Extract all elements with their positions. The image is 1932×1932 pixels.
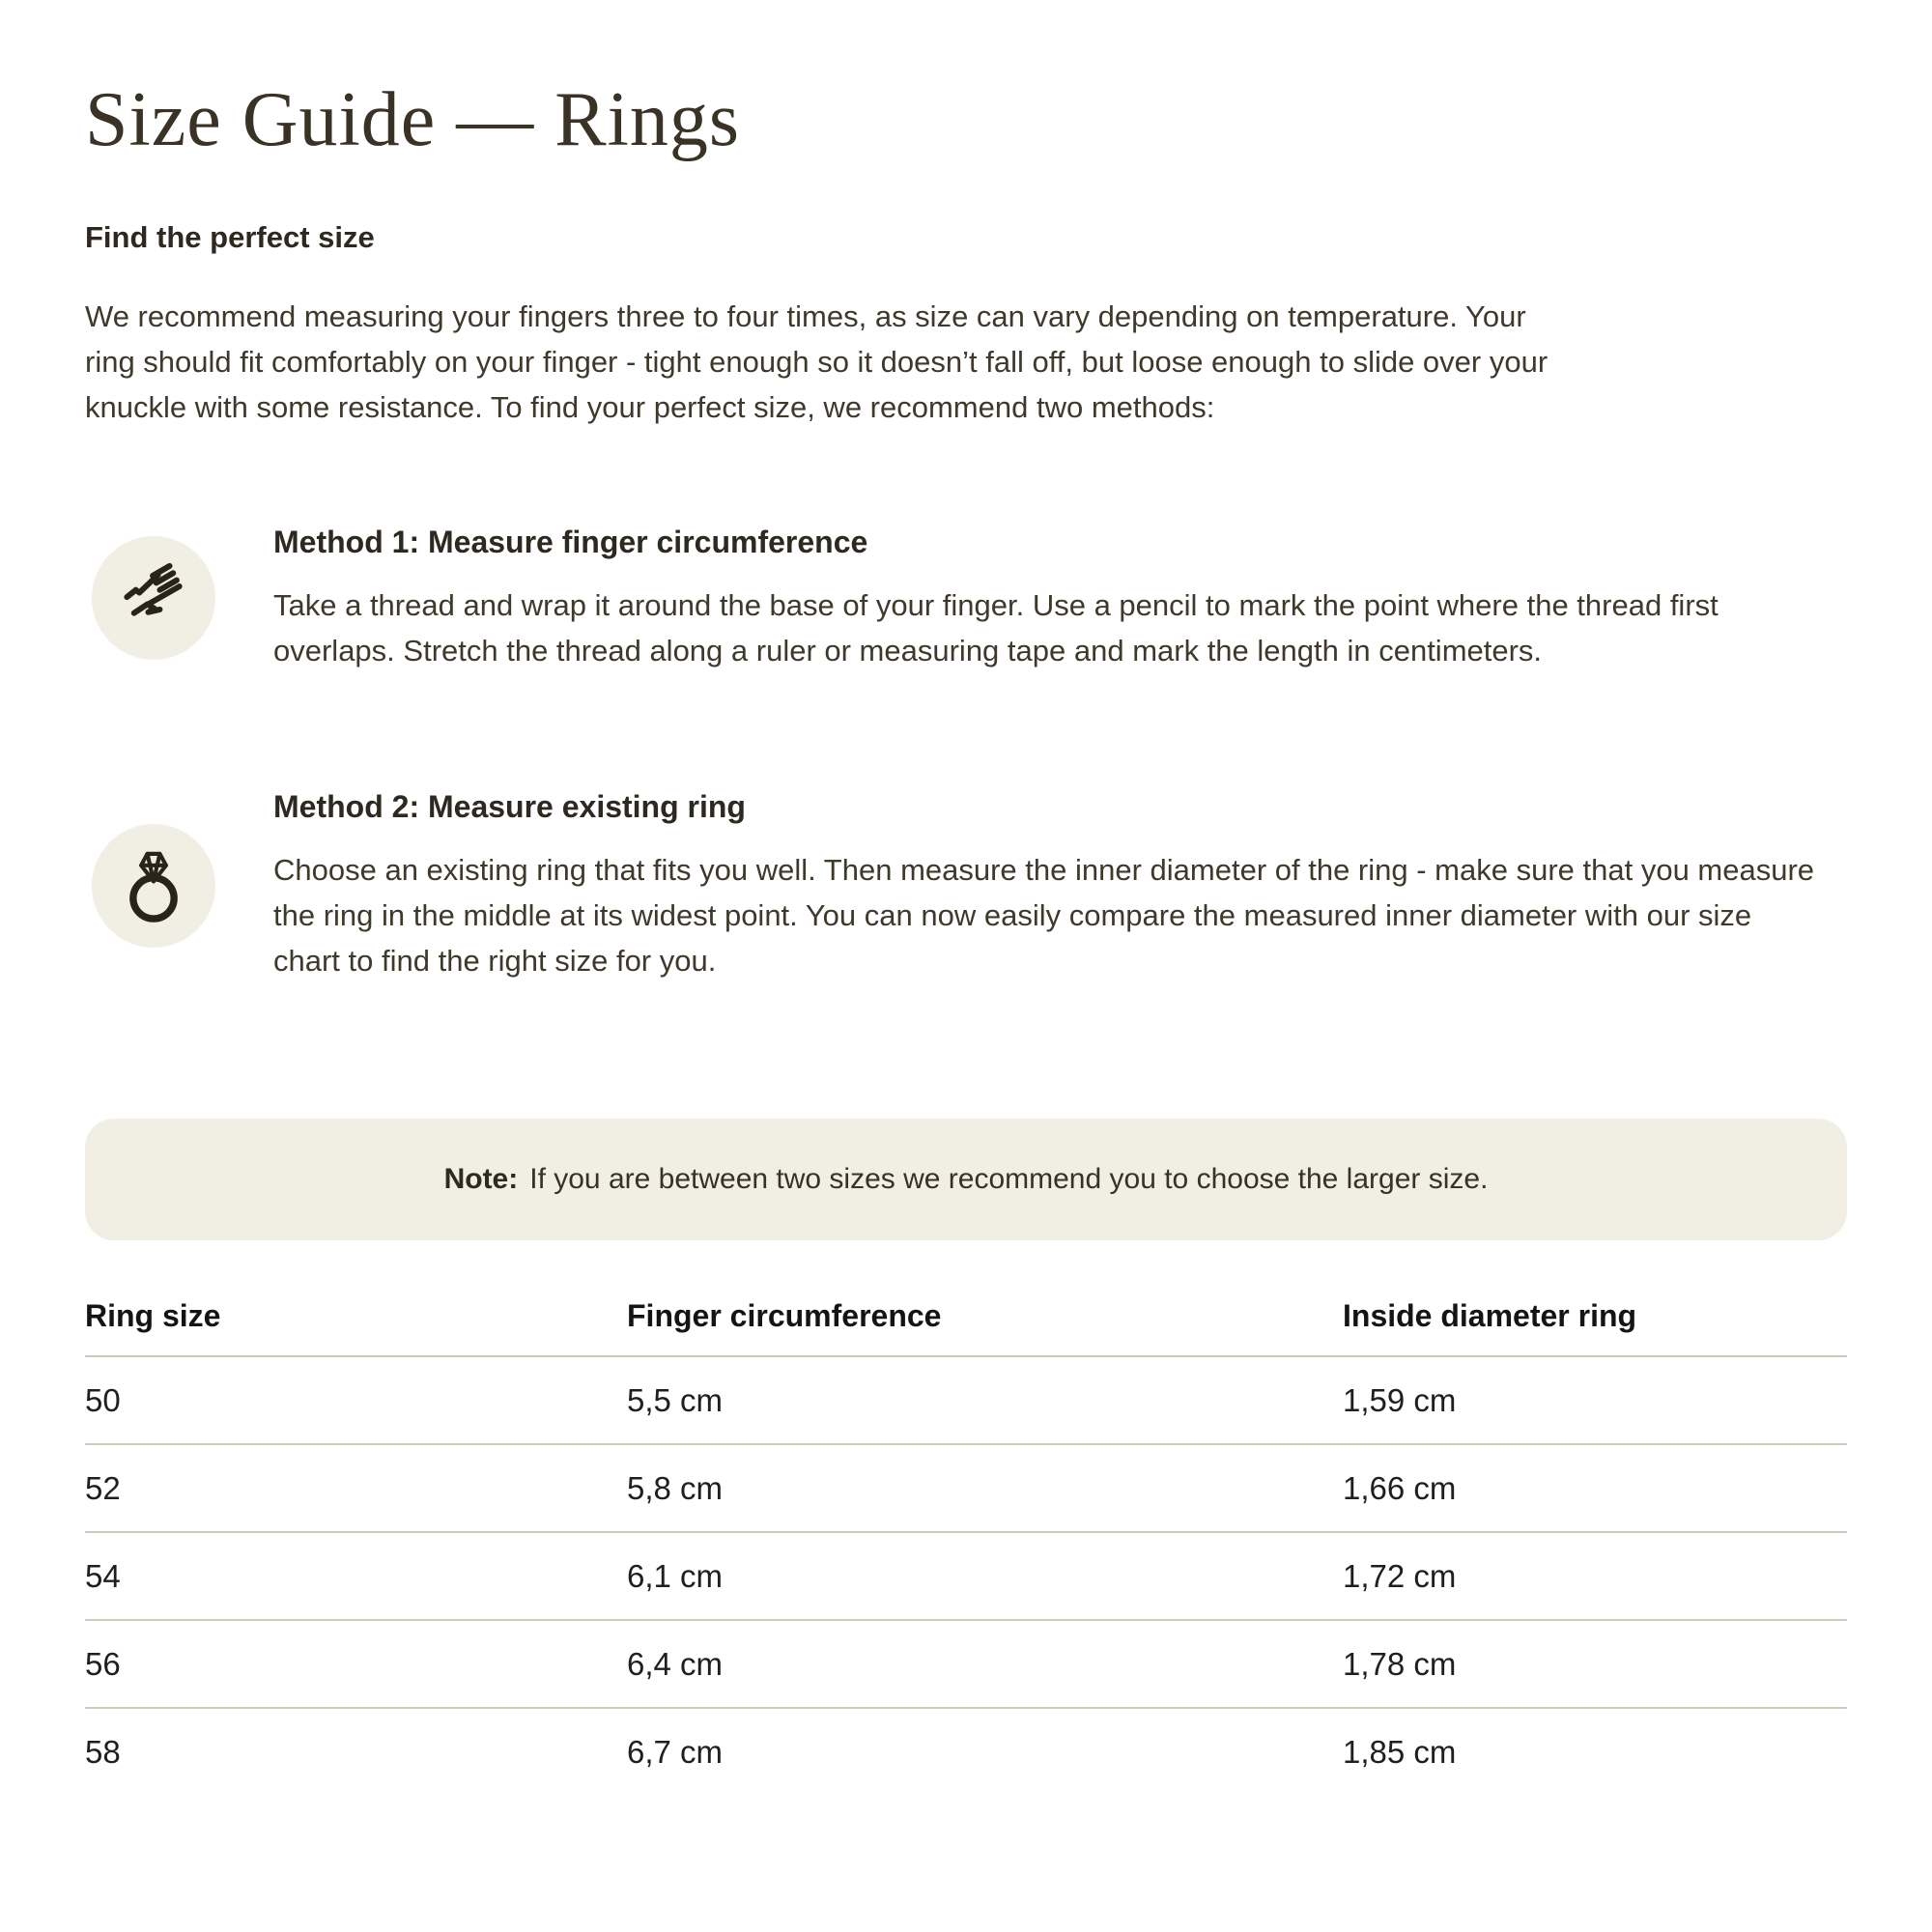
column-header-inside-diameter: Inside diameter ring [1343,1298,1847,1356]
table-row [85,1708,1847,1796]
table-cell: 52 [85,1444,627,1532]
size-table-body [85,1356,1847,1796]
column-header-finger-circumference: Finger circumference [627,1298,1343,1356]
table-header-row [85,1298,1847,1356]
table-cell: 5,8 cm [627,1444,1343,1532]
method-2-icon-circle [92,824,215,948]
table-row [85,1620,1847,1708]
table-row [85,1444,1847,1532]
table-cell: 1,78 cm [1343,1620,1847,1708]
table-cell: 6,7 cm [627,1734,724,1770]
section-heading-find-perfect-size: Find the perfect size [85,220,375,254]
table-cell: 6,4 cm [627,1620,1343,1708]
table-cell: 56 [85,1620,627,1708]
ring-icon [109,841,198,930]
table-cell: 50 [85,1356,627,1444]
method-1-heading: Method 1: Measure finger circumference [273,525,868,559]
page-title: Size Guide — Rings [85,77,740,162]
table-row [85,1532,1847,1620]
method-2-text [273,787,1819,983]
ring-size-table [85,1298,1847,1796]
table-cell: 1,66 cm [1343,1444,1847,1532]
table-row [85,1356,1847,1444]
note-callout [85,1119,1847,1240]
table-cell: 58 [85,1734,121,1770]
method-1-description: Take a thread and wrap it around the base of your finger. Use a pencil to mark the point where the thread first overlaps. Stretch the thread along a ruler or measuring tape and mark the length in centimeters. [273,588,1719,668]
method-2-heading: Method 2: Measure existing ring [273,789,746,824]
column-header-ring-size: Ring size [85,1298,627,1356]
table-cell: 54 [85,1532,627,1620]
table-cell: 1,59 cm [1343,1356,1847,1444]
table-cell: 6,1 cm [627,1532,1343,1620]
method-1-text [273,523,1819,673]
hand-icon [109,554,198,642]
method-1-icon-circle [92,536,215,660]
method-2-description: Choose an existing ring that fits you well. Then measure the inner diameter of the ring - make sure that you measure the ring in the middle at its widest point. You can now easily compare the measured inner diameter with our size chart to find the right size for you. [273,853,1815,978]
table-cell: 1,72 cm [1343,1532,1847,1620]
method-1-section [92,523,1847,673]
note-text: If you are between two sizes we recommend you to choose the larger size. [529,1163,1489,1195]
table-cell: 5,5 cm [627,1356,1343,1444]
method-2-section [92,787,1847,983]
note-label: Note: [443,1163,519,1195]
intro-paragraph: We recommend measuring your fingers three to four times, as size can vary depending on temperature. Your ring should fit comfortably on your finger - tight enough so it doesn’t fall off, but loose enough to slide over your knuckle with some resistance. To find your perfect size, we recommend two methods: [85,299,1548,424]
table-cell: 1,85 cm [1343,1734,1457,1770]
